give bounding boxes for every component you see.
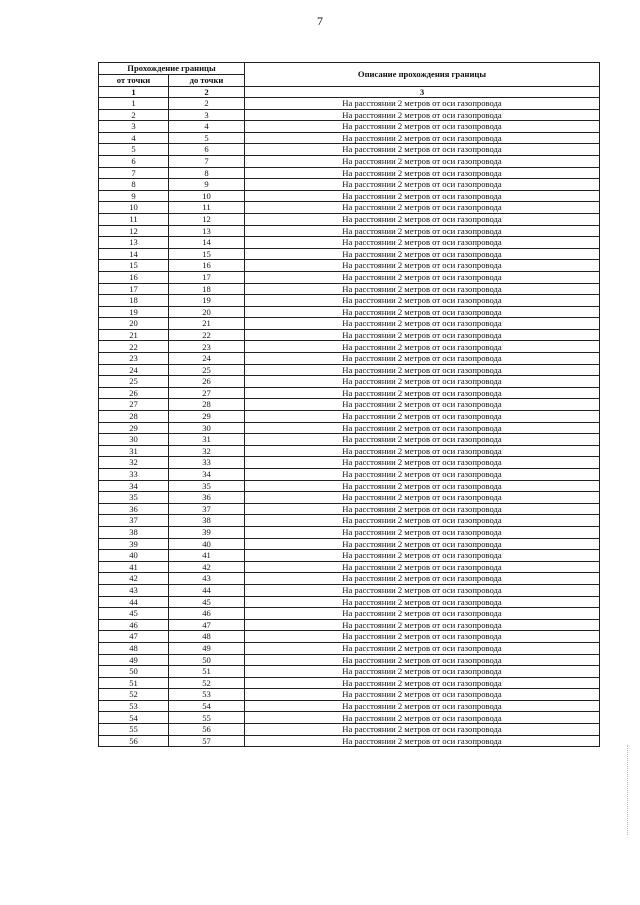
cell-from: 34	[99, 480, 169, 492]
table-row	[99, 573, 600, 585]
cell-from: 45	[99, 608, 169, 620]
cell-from: 14	[99, 248, 169, 260]
table-row	[99, 735, 600, 747]
header-to: до точки	[169, 75, 245, 87]
header-group: Прохождение границы	[99, 63, 245, 75]
cell-to: 3	[169, 109, 245, 121]
cell-description: На расстоянии 2 метров от оси газопровода	[245, 677, 600, 689]
cell-to: 6	[169, 144, 245, 156]
cell-from: 6	[99, 155, 169, 167]
cell-to: 21	[169, 318, 245, 330]
cell-from: 12	[99, 225, 169, 237]
table-row	[99, 422, 600, 434]
table-row	[99, 376, 600, 388]
table-row	[99, 642, 600, 654]
cell-from: 24	[99, 364, 169, 376]
table-row	[99, 132, 600, 144]
cell-description: На расстоянии 2 метров от оси газопровода	[245, 364, 600, 376]
cell-description: На расстоянии 2 метров от оси газопровода	[245, 179, 600, 191]
cell-to: 43	[169, 573, 245, 585]
cell-to: 52	[169, 677, 245, 689]
cell-from: 55	[99, 724, 169, 736]
cell-to: 19	[169, 295, 245, 307]
cell-from: 41	[99, 561, 169, 573]
cell-to: 32	[169, 445, 245, 457]
cell-from: 8	[99, 179, 169, 191]
cell-from: 15	[99, 260, 169, 272]
cell-to: 10	[169, 190, 245, 202]
cell-description: На расстоянии 2 метров от оси газопровода	[245, 353, 600, 365]
cell-description: На расстоянии 2 метров от оси газопровода	[245, 735, 600, 747]
cell-to: 54	[169, 700, 245, 712]
table-row	[99, 480, 600, 492]
cell-description: На расстоянии 2 метров от оси газопровода	[245, 422, 600, 434]
cell-from: 5	[99, 144, 169, 156]
table-row	[99, 700, 600, 712]
cell-to: 25	[169, 364, 245, 376]
table-row	[99, 724, 600, 736]
cell-description: На расстоянии 2 метров от оси газопровода	[245, 492, 600, 504]
cell-to: 34	[169, 469, 245, 481]
table-body	[99, 98, 600, 747]
table-row	[99, 283, 600, 295]
table-row	[99, 469, 600, 481]
cell-from: 43	[99, 584, 169, 596]
cell-to: 18	[169, 283, 245, 295]
cell-to: 20	[169, 306, 245, 318]
table-row	[99, 306, 600, 318]
table-row	[99, 411, 600, 423]
boundary-table	[98, 62, 600, 747]
cell-from: 10	[99, 202, 169, 214]
cell-from: 50	[99, 666, 169, 678]
table-row	[99, 364, 600, 376]
cell-to: 11	[169, 202, 245, 214]
cell-description: На расстоянии 2 метров от оси газопровода	[245, 237, 600, 249]
cell-description: На расстоянии 2 метров от оси газопровода	[245, 213, 600, 225]
cell-to: 14	[169, 237, 245, 249]
cell-to: 55	[169, 712, 245, 724]
cell-to: 30	[169, 422, 245, 434]
cell-from: 54	[99, 712, 169, 724]
cell-from: 33	[99, 469, 169, 481]
cell-to: 48	[169, 631, 245, 643]
cell-to: 9	[169, 179, 245, 191]
cell-to: 38	[169, 515, 245, 527]
table-row	[99, 271, 600, 283]
cell-from: 49	[99, 654, 169, 666]
cell-from: 28	[99, 411, 169, 423]
cell-description: На расстоянии 2 метров от оси газопровода	[245, 318, 600, 330]
cell-to: 8	[169, 167, 245, 179]
cell-from: 48	[99, 642, 169, 654]
table-row	[99, 526, 600, 538]
cell-from: 36	[99, 503, 169, 515]
table-row	[99, 260, 600, 272]
table-row	[99, 434, 600, 446]
cell-from: 51	[99, 677, 169, 689]
cell-description: На расстоянии 2 метров от оси газопровода	[245, 561, 600, 573]
cell-description: На расстоянии 2 метров от оси газопровода	[245, 167, 600, 179]
cell-to: 22	[169, 329, 245, 341]
page-number: 7	[317, 14, 323, 28]
cell-from: 7	[99, 167, 169, 179]
cell-description: На расстоянии 2 метров от оси газопровода	[245, 573, 600, 585]
header-col-number-1: 1	[99, 86, 169, 98]
table-row	[99, 144, 600, 156]
cell-from: 38	[99, 526, 169, 538]
table-row	[99, 98, 600, 110]
table-row	[99, 202, 600, 214]
cell-from: 29	[99, 422, 169, 434]
cell-to: 4	[169, 121, 245, 133]
cell-to: 46	[169, 608, 245, 620]
cell-from: 19	[99, 306, 169, 318]
cell-description: На расстоянии 2 метров от оси газопровода	[245, 190, 600, 202]
table-row	[99, 387, 600, 399]
cell-description: На расстоянии 2 метров от оси газопровода	[245, 608, 600, 620]
cell-to: 16	[169, 260, 245, 272]
cell-from: 42	[99, 573, 169, 585]
cell-description: На расстоянии 2 метров от оси газопровода	[245, 596, 600, 608]
cell-from: 26	[99, 387, 169, 399]
cell-from: 16	[99, 271, 169, 283]
cell-from: 47	[99, 631, 169, 643]
cell-description: На расстоянии 2 метров от оси газопровода	[245, 202, 600, 214]
cell-from: 11	[99, 213, 169, 225]
table-row	[99, 155, 600, 167]
cell-description: На расстоянии 2 метров от оси газопровода	[245, 550, 600, 562]
cell-description: На расстоянии 2 метров от оси газопровода	[245, 295, 600, 307]
cell-to: 57	[169, 735, 245, 747]
table-row	[99, 689, 600, 701]
cell-to: 39	[169, 526, 245, 538]
cell-description: На расстоянии 2 метров от оси газопровода	[245, 457, 600, 469]
table-row	[99, 492, 600, 504]
cell-description: На расстоянии 2 метров от оси газопровода	[245, 376, 600, 388]
cell-description: На расстоянии 2 метров от оси газопровода	[245, 584, 600, 596]
cell-description: На расстоянии 2 метров от оси газопровода	[245, 642, 600, 654]
table-row	[99, 237, 600, 249]
cell-description: На расстоянии 2 метров от оси газопровода	[245, 411, 600, 423]
cell-to: 56	[169, 724, 245, 736]
table-row	[99, 353, 600, 365]
cell-to: 36	[169, 492, 245, 504]
cell-description: На расстоянии 2 метров от оси газопровода	[245, 666, 600, 678]
table-row	[99, 318, 600, 330]
table-row	[99, 666, 600, 678]
cell-from: 39	[99, 538, 169, 550]
table-row	[99, 631, 600, 643]
cell-from: 56	[99, 735, 169, 747]
cell-from: 30	[99, 434, 169, 446]
cell-description: На расстоянии 2 метров от оси газопровода	[245, 712, 600, 724]
cell-description: На расстоянии 2 метров от оси газопровода	[245, 283, 600, 295]
table-row	[99, 654, 600, 666]
cell-description: На расстоянии 2 метров от оси газопровода	[245, 329, 600, 341]
cell-from: 23	[99, 353, 169, 365]
table-row	[99, 399, 600, 411]
table-row	[99, 248, 600, 260]
cell-from: 20	[99, 318, 169, 330]
cell-from: 2	[99, 109, 169, 121]
cell-to: 29	[169, 411, 245, 423]
cell-from: 40	[99, 550, 169, 562]
cell-to: 35	[169, 480, 245, 492]
table-row	[99, 457, 600, 469]
cell-description: На расстоянии 2 метров от оси газопровода	[245, 700, 600, 712]
header-from: от точки	[99, 75, 169, 87]
table-row	[99, 329, 600, 341]
cell-description: На расстоянии 2 метров от оси газопровода	[245, 144, 600, 156]
cell-from: 25	[99, 376, 169, 388]
table-row	[99, 121, 600, 133]
table-row	[99, 677, 600, 689]
cell-description: На расстоянии 2 метров от оси газопровода	[245, 631, 600, 643]
cell-from: 3	[99, 121, 169, 133]
cell-from: 21	[99, 329, 169, 341]
cell-to: 33	[169, 457, 245, 469]
cell-to: 17	[169, 271, 245, 283]
cell-from: 37	[99, 515, 169, 527]
table-row	[99, 190, 600, 202]
cell-to: 31	[169, 434, 245, 446]
table-row	[99, 445, 600, 457]
cell-to: 50	[169, 654, 245, 666]
cell-to: 37	[169, 503, 245, 515]
cell-to: 53	[169, 689, 245, 701]
table-row	[99, 584, 600, 596]
header-col-number-2: 2	[169, 86, 245, 98]
cell-description: На расстоянии 2 метров от оси газопровода	[245, 724, 600, 736]
header-description: Описание прохождения границы	[245, 63, 600, 87]
cell-description: На расстоянии 2 метров от оси газопровода	[245, 689, 600, 701]
cell-description: На расстоянии 2 метров от оси газопровода	[245, 480, 600, 492]
header-col-number-3: 3	[245, 86, 600, 98]
table-row	[99, 712, 600, 724]
cell-description: На расстоянии 2 метров от оси газопровода	[245, 132, 600, 144]
table-row	[99, 608, 600, 620]
cell-from: 18	[99, 295, 169, 307]
cell-description: На расстоянии 2 метров от оси газопровода	[245, 121, 600, 133]
table-row	[99, 109, 600, 121]
cell-to: 40	[169, 538, 245, 550]
cell-description: На расстоянии 2 метров от оси газопровода	[245, 526, 600, 538]
table-row	[99, 550, 600, 562]
cell-to: 2	[169, 98, 245, 110]
cell-to: 12	[169, 213, 245, 225]
cell-description: На расстоянии 2 метров от оси газопровода	[245, 445, 600, 457]
cell-from: 31	[99, 445, 169, 457]
cell-to: 5	[169, 132, 245, 144]
cell-from: 32	[99, 457, 169, 469]
cell-to: 23	[169, 341, 245, 353]
cell-description: На расстоянии 2 метров от оси газопровода	[245, 515, 600, 527]
table-row	[99, 561, 600, 573]
cell-description: На расстоянии 2 метров от оси газопровода	[245, 654, 600, 666]
cell-to: 44	[169, 584, 245, 596]
table-row	[99, 225, 600, 237]
cell-to: 41	[169, 550, 245, 562]
table-row	[99, 503, 600, 515]
cell-to: 7	[169, 155, 245, 167]
cell-from: 9	[99, 190, 169, 202]
cell-description: На расстоянии 2 метров от оси газопровода	[245, 248, 600, 260]
cell-from: 4	[99, 132, 169, 144]
cell-description: На расстоянии 2 метров от оси газопровода	[245, 387, 600, 399]
cell-description: На расстоянии 2 метров от оси газопровода	[245, 503, 600, 515]
cell-description: На расстоянии 2 метров от оси газопровода	[245, 306, 600, 318]
cell-description: На расстоянии 2 метров от оси газопровода	[245, 98, 600, 110]
cell-description: На расстоянии 2 метров от оси газопровода	[245, 225, 600, 237]
cell-from: 44	[99, 596, 169, 608]
cell-description: На расстоянии 2 метров от оси газопровода	[245, 399, 600, 411]
scan-margin-marks	[627, 745, 630, 835]
cell-to: 15	[169, 248, 245, 260]
cell-to: 26	[169, 376, 245, 388]
cell-description: На расстоянии 2 метров от оси газопровода	[245, 271, 600, 283]
cell-to: 45	[169, 596, 245, 608]
cell-description: На расстоянии 2 метров от оси газопровода	[245, 538, 600, 550]
table-row	[99, 538, 600, 550]
cell-to: 27	[169, 387, 245, 399]
table-row	[99, 295, 600, 307]
cell-description: На расстоянии 2 метров от оси газопровода	[245, 341, 600, 353]
cell-to: 47	[169, 619, 245, 631]
cell-to: 49	[169, 642, 245, 654]
cell-from: 13	[99, 237, 169, 249]
cell-description: На расстоянии 2 метров от оси газопровода	[245, 155, 600, 167]
cell-to: 24	[169, 353, 245, 365]
cell-to: 28	[169, 399, 245, 411]
cell-description: На расстоянии 2 метров от оси газопровода	[245, 434, 600, 446]
cell-from: 17	[99, 283, 169, 295]
cell-from: 22	[99, 341, 169, 353]
cell-from: 27	[99, 399, 169, 411]
cell-to: 13	[169, 225, 245, 237]
cell-description: На расстоянии 2 метров от оси газопровода	[245, 619, 600, 631]
cell-to: 51	[169, 666, 245, 678]
cell-from: 46	[99, 619, 169, 631]
cell-from: 35	[99, 492, 169, 504]
table-row	[99, 213, 600, 225]
table-row	[99, 341, 600, 353]
cell-to: 42	[169, 561, 245, 573]
table-row	[99, 619, 600, 631]
cell-from: 52	[99, 689, 169, 701]
cell-from: 53	[99, 700, 169, 712]
table-row	[99, 515, 600, 527]
table-row	[99, 596, 600, 608]
cell-description: На расстоянии 2 метров от оси газопровода	[245, 260, 600, 272]
cell-from: 1	[99, 98, 169, 110]
table-row	[99, 167, 600, 179]
table-header	[99, 63, 600, 98]
cell-description: На расстоянии 2 метров от оси газопровода	[245, 469, 600, 481]
cell-description: На расстоянии 2 метров от оси газопровода	[245, 109, 600, 121]
table-row	[99, 179, 600, 191]
